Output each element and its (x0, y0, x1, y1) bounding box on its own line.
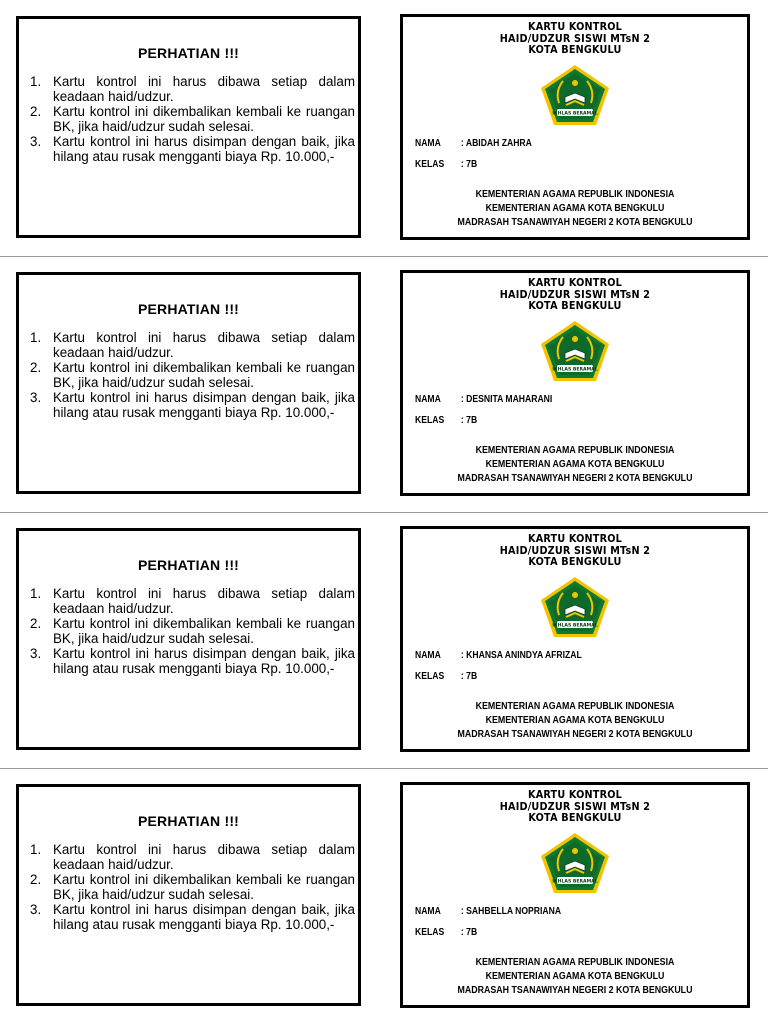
footer-line-2: KEMENTERIAN AGAMA KOTA BENGKULU (485, 458, 665, 470)
card-row (0, 512, 768, 768)
control-card (400, 782, 750, 1008)
rule-number: 3. (30, 390, 42, 405)
rule-item (29, 646, 355, 676)
footer-line-3: MADRASAH TSANAWIYAH NEGERI 2 KOTA BENGKULU (457, 984, 693, 996)
control-card-header (417, 22, 733, 57)
kelas-label: KELAS (415, 414, 445, 426)
nama-value: : ABIDAH ZAHRA (460, 137, 532, 149)
header-line-1: KARTU KONTROL (528, 533, 622, 545)
control-card-footer (431, 187, 720, 229)
header-line-2: HAID/UDZUR SISWI MTsN 2 (499, 544, 651, 557)
rule-text: Kartu kontrol ini dikembalikan kembali ke ruangan BK, jika haid/udzur sudah selesai. (53, 360, 355, 390)
kemenag-logo-icon (539, 575, 611, 639)
rule-number: 3. (30, 646, 42, 661)
rule-number: 2. (30, 360, 42, 375)
footer-line-1: KEMENTERIAN AGAMA REPUBLIK INDONESIA (475, 188, 675, 200)
footer-line-3: MADRASAH TSANAWIYAH NEGERI 2 KOTA BENGKULU (457, 472, 693, 484)
nama-value: : DESNITA MAHARANI (460, 393, 553, 405)
notice-title: PERHATIAN !!! (137, 813, 240, 829)
rules-list (29, 842, 355, 932)
nama-field (415, 905, 561, 917)
kelas-field (415, 926, 477, 938)
cut-line (0, 768, 768, 769)
kelas-field (415, 670, 477, 682)
control-card-footer (431, 699, 720, 741)
rule-number: 3. (30, 902, 42, 917)
header-line-3: KOTA BENGKULU (528, 812, 622, 824)
rules-list (29, 74, 355, 164)
cut-line (0, 512, 768, 513)
notice-card (16, 528, 361, 750)
control-card-header (417, 278, 733, 313)
rule-item (29, 390, 355, 420)
rule-number: 1. (30, 586, 42, 601)
rule-item (29, 74, 355, 104)
rule-number: 2. (30, 616, 42, 631)
header-line-1: KARTU KONTROL (528, 789, 622, 801)
nama-field (415, 649, 582, 661)
rule-number: 1. (30, 74, 42, 89)
rule-number: 3. (30, 134, 42, 149)
footer-line-2: KEMENTERIAN AGAMA KOTA BENGKULU (485, 970, 665, 982)
kelas-label: KELAS (415, 926, 445, 938)
control-card (400, 270, 750, 496)
rule-text: Kartu kontrol ini harus disimpan dengan baik, jika hilang atau rusak mengganti biaya Rp. 10.000,- (53, 134, 355, 164)
nama-value: : KHANSA ANINDYA AFRIZAL (460, 649, 582, 661)
footer-line-1: KEMENTERIAN AGAMA REPUBLIK INDONESIA (475, 956, 675, 968)
footer-line-3: MADRASAH TSANAWIYAH NEGERI 2 KOTA BENGKULU (457, 728, 693, 740)
rule-item (29, 360, 355, 390)
rule-text: Kartu kontrol ini harus disimpan dengan baik, jika hilang atau rusak mengganti biaya Rp. 10.000,- (53, 902, 355, 932)
logo-ribbon-text: IKHLAS BERAMAL (552, 623, 598, 629)
nama-value: : SAHBELLA NOPRIANA (460, 905, 562, 917)
rule-item (29, 902, 355, 932)
rule-item (29, 586, 355, 616)
nama-label: NAMA (415, 649, 441, 661)
rule-item (29, 134, 355, 164)
header-line-3: KOTA BENGKULU (528, 300, 622, 312)
control-card-header (417, 534, 733, 569)
logo-ribbon-text: IKHLAS BERAMAL (552, 879, 598, 885)
footer-line-2: KEMENTERIAN AGAMA KOTA BENGKULU (485, 202, 665, 214)
footer-line-1: KEMENTERIAN AGAMA REPUBLIK INDONESIA (475, 700, 675, 712)
notice-title: PERHATIAN !!! (137, 301, 240, 317)
rule-item (29, 616, 355, 646)
cut-line (0, 256, 768, 257)
kelas-value: : 7B (460, 670, 478, 682)
nama-field (415, 137, 532, 149)
rule-text: Kartu kontrol ini harus dibawa setiap dalam keadaan haid/udzur. (53, 842, 355, 872)
nama-label: NAMA (415, 137, 441, 149)
header-line-2: HAID/UDZUR SISWI MTsN 2 (499, 32, 651, 45)
rule-text: Kartu kontrol ini harus disimpan dengan baik, jika hilang atau rusak mengganti biaya Rp. 10.000,- (53, 390, 355, 420)
rule-text: Kartu kontrol ini harus dibawa setiap dalam keadaan haid/udzur. (53, 586, 355, 616)
logo-ribbon-text: IKHLAS BERAMAL (552, 111, 598, 117)
rule-number: 2. (30, 872, 42, 887)
control-card (400, 526, 750, 752)
rule-item (29, 842, 355, 872)
control-card-footer (431, 443, 720, 485)
rule-text: Kartu kontrol ini harus disimpan dengan baik, jika hilang atau rusak mengganti biaya Rp. 10.000,- (53, 646, 355, 676)
nama-field (415, 393, 552, 405)
rule-text: Kartu kontrol ini dikembalikan kembali ke ruangan BK, jika haid/udzur sudah selesai. (53, 104, 355, 134)
control-card-footer (431, 955, 720, 997)
kelas-value: : 7B (460, 926, 478, 938)
kelas-field (415, 158, 477, 170)
header-line-3: KOTA BENGKULU (528, 556, 622, 568)
kelas-value: : 7B (460, 158, 478, 170)
control-card-header (417, 790, 733, 825)
footer-line-2: KEMENTERIAN AGAMA KOTA BENGKULU (485, 714, 665, 726)
notice-title: PERHATIAN !!! (137, 557, 240, 573)
nama-label: NAMA (415, 393, 441, 405)
card-row (0, 768, 768, 1024)
notice-card (16, 16, 361, 238)
notice-title: PERHATIAN !!! (137, 45, 240, 61)
card-row (0, 0, 768, 256)
kelas-label: KELAS (415, 158, 445, 170)
kelas-field (415, 414, 477, 426)
rules-list (29, 330, 355, 420)
notice-card (16, 784, 361, 1006)
kelas-label: KELAS (415, 670, 445, 682)
kemenag-logo-icon (539, 319, 611, 383)
footer-line-1: KEMENTERIAN AGAMA REPUBLIK INDONESIA (475, 444, 675, 456)
rule-item (29, 330, 355, 360)
kemenag-logo-icon (539, 831, 611, 895)
rule-number: 1. (30, 330, 42, 345)
card-row (0, 256, 768, 512)
rule-text: Kartu kontrol ini harus dibawa setiap dalam keadaan haid/udzur. (53, 74, 355, 104)
kelas-value: : 7B (460, 414, 478, 426)
logo-ribbon-text: IKHLAS BERAMAL (552, 367, 598, 373)
header-line-1: KARTU KONTROL (528, 277, 622, 289)
rule-item (29, 104, 355, 134)
rule-text: Kartu kontrol ini dikembalikan kembali ke ruangan BK, jika haid/udzur sudah selesai. (53, 872, 355, 902)
footer-line-3: MADRASAH TSANAWIYAH NEGERI 2 KOTA BENGKULU (457, 216, 693, 228)
header-line-2: HAID/UDZUR SISWI MTsN 2 (499, 288, 651, 301)
notice-card (16, 272, 361, 494)
rule-item (29, 872, 355, 902)
control-card (400, 14, 750, 240)
nama-label: NAMA (415, 905, 441, 917)
header-line-3: KOTA BENGKULU (528, 44, 622, 56)
rule-text: Kartu kontrol ini harus dibawa setiap dalam keadaan haid/udzur. (53, 330, 355, 360)
header-line-1: KARTU KONTROL (528, 21, 622, 33)
rule-number: 1. (30, 842, 42, 857)
header-line-2: HAID/UDZUR SISWI MTsN 2 (499, 800, 651, 813)
rules-list (29, 586, 355, 676)
kemenag-logo-icon (539, 63, 611, 127)
rule-text: Kartu kontrol ini dikembalikan kembali ke ruangan BK, jika haid/udzur sudah selesai. (53, 616, 355, 646)
rule-number: 2. (30, 104, 42, 119)
